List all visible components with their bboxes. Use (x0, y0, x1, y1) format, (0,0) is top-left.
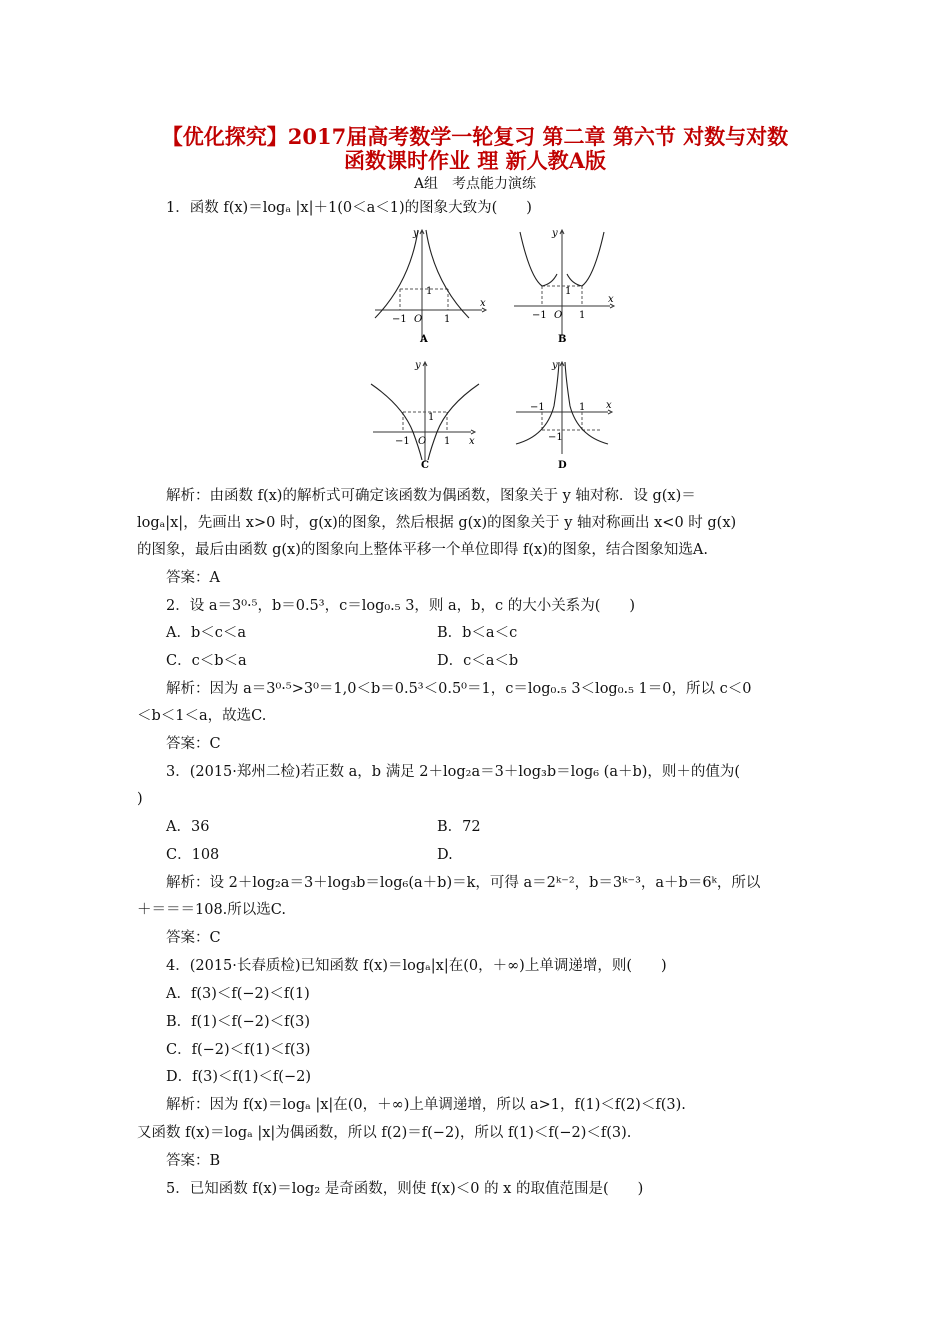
graph-d-curve-right (565, 362, 608, 444)
q2-option-b: B．b＜a＜c (437, 625, 518, 641)
q3-analysis-line-1: 解析：设 2＋log₂a＝3＋log₃b＝log₆(a＋b)＝k，可得 a＝2ᵏ⁻²，b＝3ᵏ⁻³，a＋b＝6ᵏ，所以 (166, 875, 761, 891)
q4-answer: 答案：B (166, 1153, 221, 1169)
graph-d-label: D (558, 460, 567, 471)
graph-b (512, 222, 617, 347)
graph-b-curve-right (567, 232, 604, 286)
graph-b-label: B (558, 334, 567, 345)
q3-option-b: B．72 (437, 819, 481, 835)
q4-option-d: D．f(3)＜f(1)＜f(−2) (166, 1069, 311, 1085)
graph-b-y-tick-1: 1 (565, 286, 572, 297)
q4-analysis-line-2: 又函数 f(x)＝logₐ |x|为偶函数，所以 f(2)＝f(−2)，所以 f(1)＜f(−2)＜f(3). (137, 1125, 632, 1141)
graph-b-tick-1: 1 (579, 310, 586, 321)
graph-c-tick-neg1: −1 (395, 436, 410, 447)
graph-d-tick-1: 1 (579, 402, 586, 413)
graph-d-tick-neg1: −1 (530, 402, 545, 413)
q3-option-d: D. (437, 847, 453, 863)
graph-a-tick-neg1: −1 (392, 314, 407, 325)
graph-c-y-tick-1: 1 (428, 412, 435, 423)
graph-d (512, 356, 617, 476)
graph-a-origin: O (414, 314, 423, 325)
graph-d-x-label: x (606, 400, 612, 411)
graph-c-origin: O (418, 436, 427, 447)
graph-d-y-label: y (552, 360, 558, 371)
graph-b-curve-left (520, 232, 557, 286)
q3-stem-continued: ) (137, 791, 143, 807)
document-title-line-1: 【优化探究】2017届高考数学一轮复习 第二章 第六节 对数与对数 (161, 124, 789, 149)
q2-stem: 2．设 a＝3⁰·⁵，b＝0.5³，c＝log₀.₅ 3，则 a，b，c 的大小关系为( ) (166, 598, 636, 614)
graph-c-label: C (421, 460, 429, 471)
section-subtitle: A组 考点能力演练 (413, 176, 537, 192)
graph-c-curve-left (371, 384, 422, 460)
q1-answer: 答案：A (166, 570, 220, 586)
q4-option-c: C．f(−2)＜f(1)＜f(3) (166, 1042, 311, 1058)
q3-analysis-line-2: ＋＝＝＝108.所以选C. (137, 902, 286, 918)
q1-stem: 1．函数 f(x)＝logₐ |x|＋1(0＜a＜1)的图象大致为( ) (166, 200, 532, 216)
graph-a-x-label: x (480, 298, 486, 309)
document-title-line-2: 函数课时作业 理 新人教A版 (344, 148, 606, 173)
graph-a (370, 222, 490, 347)
q2-analysis-line-1: 解析：因为 a＝3⁰·⁵>3⁰＝1,0＜b＝0.5³＜0.5⁰＝1，c＝log₀.₅ 3＜log₀.₅ 1＝0，所以 c＜0 (166, 681, 752, 697)
graph-d-y-tick-neg1: −1 (548, 432, 563, 443)
q2-option-c: C．c＜b＜a (166, 653, 247, 669)
q5-stem: 5．已知函数 f(x)＝log₂ 是奇函数，则使 f(x)＜0 的 x 的取值范围是( ) (166, 1181, 644, 1197)
q1-analysis-line-2: logₐ|x|，先画出 x>0 时，g(x)的图象，然后根据 g(x)的图象关于 y 轴对称画出 x<0 时 g(x) (137, 515, 737, 531)
q4-stem: 4．(2015·长春质检)已知函数 f(x)＝logₐ|x|在(0，＋∞)上单调递增，则( ) (166, 958, 667, 974)
q2-option-a: A．b＜c＜a (166, 625, 247, 641)
graph-c-x-label: x (469, 436, 475, 447)
q3-stem: 3．(2015·郑州二检)若正数 a，b 满足 2＋log₂a＝3＋log₃b＝log₆ (a＋b)，则＋的值为( (166, 764, 741, 780)
graph-c-y-label: y (415, 360, 421, 371)
graph-c (365, 356, 485, 476)
graph-b-y-label: y (552, 228, 558, 239)
graph-a-label: A (420, 334, 428, 345)
q2-answer: 答案：C (166, 736, 221, 752)
q4-analysis-line-1: 解析：因为 f(x)＝logₐ |x|在(0，＋∞)上单调递增，所以 a>1，f(1)＜f(2)＜f(3). (166, 1097, 686, 1113)
graph-b-origin: O (554, 310, 563, 321)
q1-analysis-line-3: 的图象，最后由函数 g(x)的图象向上整体平移一个单位即得 f(x)的图象，结合图象知选A. (137, 542, 708, 558)
q3-option-a: A．36 (166, 819, 210, 835)
q4-option-a: A．f(3)＜f(−2)＜f(1) (166, 986, 310, 1002)
q3-option-c: C．108 (166, 847, 220, 863)
graph-c-curve-right (428, 384, 479, 460)
q2-option-d: D．c＜a＜b (437, 653, 519, 669)
q2-analysis-line-2: ＜b＜1＜a，故选C. (137, 708, 267, 724)
graph-a-y-tick-1: 1 (426, 286, 433, 297)
graph-b-x-label: x (608, 294, 614, 305)
graph-a-curve-left (375, 230, 418, 318)
graph-a-tick-1: 1 (444, 314, 451, 325)
graph-b-tick-neg1: −1 (532, 310, 547, 321)
q1-analysis-line-1: 解析：由函数 f(x)的解析式可确定该函数为偶函数，图象关于 y 轴对称．设 g(x)＝ (166, 488, 696, 504)
graph-a-y-label: y (413, 228, 419, 239)
graph-c-tick-1: 1 (444, 436, 451, 447)
q4-option-b: B．f(1)＜f(−2)＜f(3) (166, 1014, 311, 1030)
q3-answer: 答案：C (166, 930, 221, 946)
